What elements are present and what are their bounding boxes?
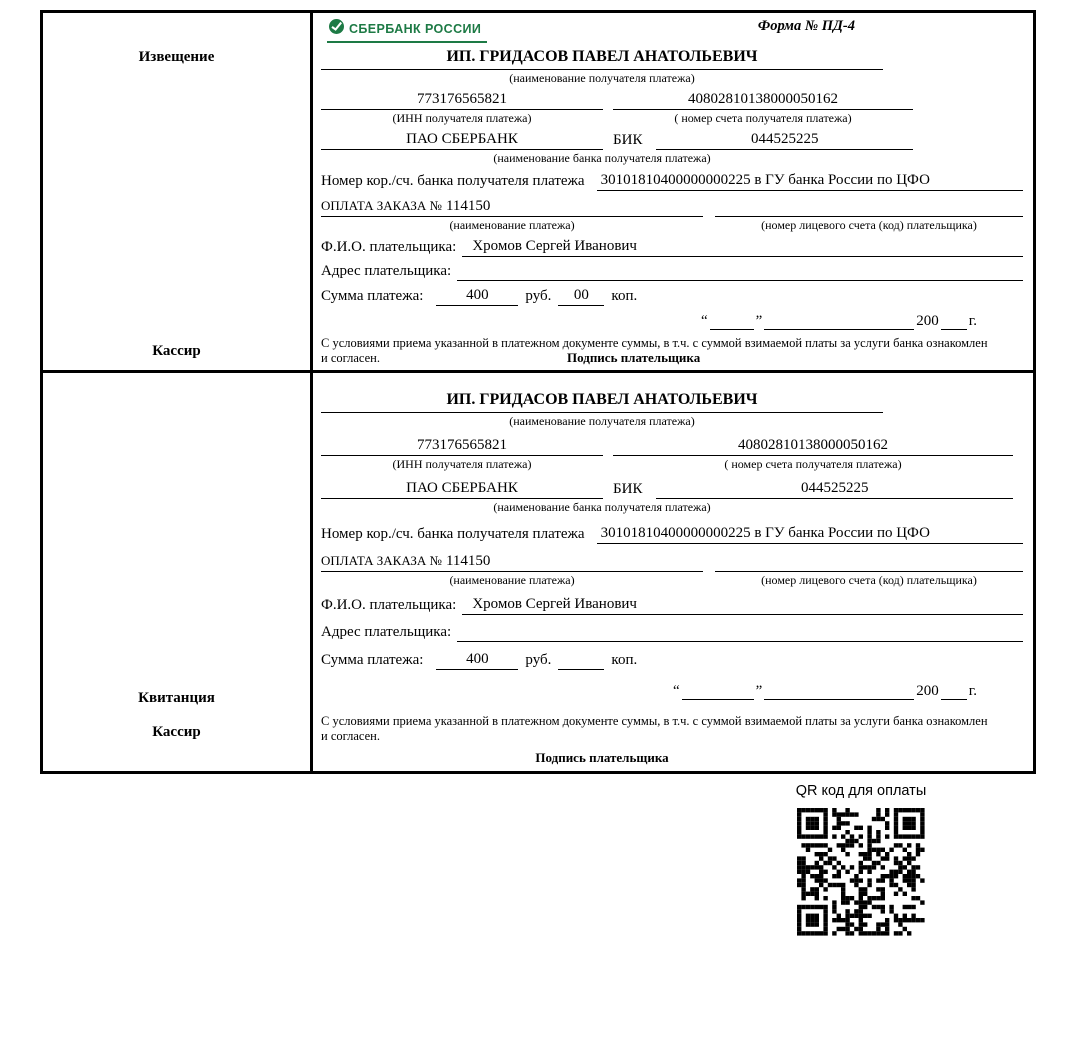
notice-bik-value: 044525225 [656, 130, 913, 150]
qr-label: QR код для оплаты [795, 783, 927, 799]
receipt-stub [43, 373, 313, 771]
notice-bank-col [321, 130, 603, 150]
receipt-year-suffix: г. [968, 683, 977, 699]
notice-stub [43, 13, 313, 370]
notice-bank-name: ПАО СБЕРБАНК [321, 130, 603, 150]
notice-bank-caption-block [321, 150, 883, 165]
notice-close-quote: ” [755, 313, 763, 329]
notice-payer-value: Хромов Сергей Иванович [462, 237, 1023, 257]
receipt-personal-caption: (номер лицевого счета (код) плательщика) [761, 573, 977, 587]
receipt-account-value: 40802810138000050162 [613, 436, 1013, 456]
notice-account-value: 40802810138000050162 [613, 90, 913, 110]
receipt-corr-label: Номер кор./сч. банка получателя платежа [321, 526, 585, 542]
qr-code [797, 808, 925, 936]
notice-bik-label: БИК [613, 132, 643, 148]
receipt-payer-label: Ф.И.О. плательщика: [321, 597, 457, 613]
receipt-account-col [613, 436, 1013, 471]
receipt-amount-kop [558, 651, 604, 670]
notice-purpose-captions [321, 217, 1023, 232]
notice-year-blank [941, 315, 967, 330]
notice-open-quote: “ [700, 313, 708, 329]
receipt-agreement-text: С условиями приема указанной в платежном документе суммы, в т.ч. с суммой взимаемой платы за услуги банка ознакомлен и согласен. [321, 714, 988, 743]
receipt-recipient-caption: (наименование получателя платежа) [509, 414, 695, 428]
notice-section [43, 13, 1033, 373]
receipt-recipient-block [321, 391, 883, 428]
receipt-payer-value: Хромов Сергей Иванович [462, 595, 1023, 615]
notice-kop-label: коп. [611, 288, 638, 304]
notice-address-row [321, 262, 1023, 281]
notice-payment-purpose [321, 196, 703, 217]
notice-agreement-text: С условиями приема указанной в платежном документе суммы, в т.ч. с суммой взимаемой платы за услуги банка ознакомлен и согласен. [321, 336, 988, 365]
notice-content [313, 13, 1033, 370]
notice-label: Извещение [138, 49, 215, 65]
notice-bank-row [321, 130, 1023, 150]
receipt-date-month-blank [764, 685, 914, 700]
notice-purpose-caption: (наименование платежа) [449, 218, 575, 232]
receipt-date-row [321, 682, 977, 700]
receipt-corr-value: 30101810400000000225 в ГУ банка России по ЦФО [597, 524, 1023, 544]
notice-recipient-name: ИП. ГРИДАСОВ ПАВЕЛ АНАТОЛЬЕВИЧ [321, 48, 883, 70]
receipt-bank-caption-block [321, 499, 883, 514]
receipt-label: Квитанция [138, 690, 215, 706]
receipt-cashier-label: Кассир [152, 724, 201, 740]
receipt-signature-label: Подпись плательщика [535, 750, 669, 765]
notice-date-day-blank [710, 315, 754, 330]
notice-bik-col [613, 130, 913, 150]
receipt-bank-name: ПАО СБЕРБАНК [321, 479, 603, 499]
receipt-address-row [321, 623, 1023, 642]
receipt-amount-row [321, 650, 1023, 670]
notice-signature-label: Подпись плательщика [567, 350, 701, 365]
receipt-purpose-captions [321, 572, 1023, 587]
receipt-payer-row [321, 595, 1023, 615]
notice-year-prefix: 200 [916, 313, 939, 329]
receipt-inn-value: 773176565821 [321, 436, 603, 456]
notice-corr-value: 30101810400000000225 в ГУ банка России по ЦФО [597, 171, 1023, 191]
notice-inn-col [321, 90, 603, 125]
notice-amount-kop: 00 [558, 286, 604, 306]
receipt-inn-col [321, 436, 603, 471]
notice-corr-label: Номер кор./сч. банка получателя платежа [321, 173, 585, 189]
notice-amount-label: Сумма платежа: [321, 288, 424, 304]
receipt-content [313, 373, 1033, 771]
receipt-kop-label: коп. [611, 652, 638, 668]
receipt-inn-account-row [321, 436, 1023, 471]
receipt-rub-label: руб. [525, 652, 552, 668]
receipt-purpose-prefix: ОПЛАТА ЗАКАЗА № [321, 553, 442, 568]
notice-personal-account-blank [715, 198, 1023, 217]
receipt-account-caption: ( номер счета получателя платежа) [724, 457, 902, 471]
receipt-personal-account-blank [715, 553, 1023, 572]
notice-recipient-block [321, 48, 883, 85]
sberbank-logo-text: СБЕРБАНК РОССИИ [349, 22, 482, 36]
receipt-address-value [457, 623, 1023, 642]
notice-recipient-caption: (наименование получателя платежа) [509, 71, 695, 85]
receipt-amount-label: Сумма платежа: [321, 652, 424, 668]
notice-payer-label: Ф.И.О. плательщика: [321, 239, 457, 255]
receipt-recipient-name: ИП. ГРИДАСОВ ПАВЕЛ АНАТОЛЬЕВИЧ [321, 391, 883, 413]
notice-account-col [613, 90, 913, 125]
receipt-corr-row [321, 524, 1023, 544]
notice-date-row [321, 312, 977, 330]
receipt-bank-caption: (наименование банка получателя платежа) [493, 500, 711, 514]
receipt-inn-caption: (ИНН получателя платежа) [392, 457, 532, 471]
sberbank-logo [327, 18, 487, 43]
receipt-purpose-caption: (наименование платежа) [449, 573, 575, 587]
notice-account-caption: ( номер счета получателя платежа) [674, 111, 852, 125]
notice-inn-caption: (ИНН получателя платежа) [392, 111, 532, 125]
notice-agreement-block [321, 336, 1023, 366]
receipt-agreement-block [321, 714, 1023, 766]
qr-section [724, 783, 998, 936]
form-number: Форма № ПД-4 [757, 18, 855, 34]
receipt-bik-col [613, 479, 1013, 499]
receipt-close-quote: ” [755, 683, 763, 699]
notice-header [321, 18, 1023, 48]
notice-corr-row [321, 171, 1023, 191]
notice-address-label: Адрес плательщика: [321, 263, 452, 279]
receipt-year-blank [941, 685, 967, 700]
notice-date-month-blank [764, 315, 914, 330]
sberbank-logo-icon [329, 19, 344, 39]
notice-amount-row [321, 286, 1023, 306]
notice-order-number: 114150 [445, 198, 491, 214]
notice-purpose-prefix: ОПЛАТА ЗАКАЗА № [321, 198, 442, 213]
notice-payer-row [321, 237, 1023, 257]
notice-personal-caption: (номер лицевого счета (код) плательщика) [761, 218, 977, 232]
notice-inn-value: 773176565821 [321, 90, 603, 110]
receipt-order-number: 114150 [445, 553, 491, 569]
notice-year-suffix: г. [968, 313, 977, 329]
receipt-open-quote: “ [672, 683, 680, 699]
receipt-payment-purpose [321, 551, 703, 572]
receipt-amount-rub: 400 [436, 650, 518, 670]
receipt-bik-value: 044525225 [656, 479, 1013, 499]
notice-bank-caption: (наименование банка получателя платежа) [493, 151, 711, 165]
receipt-purpose-row [321, 551, 1023, 572]
notice-inn-account-row [321, 90, 1023, 125]
notice-amount-rub: 400 [436, 286, 518, 306]
notice-address-value [457, 262, 1023, 281]
receipt-bank-row [321, 479, 1023, 499]
receipt-date-day-blank [682, 685, 754, 700]
notice-rub-label: руб. [525, 288, 552, 304]
receipt-section [43, 373, 1033, 771]
receipt-address-label: Адрес плательщика: [321, 624, 452, 640]
receipt-bank-col [321, 479, 603, 499]
notice-cashier-label: Кассир [152, 343, 201, 359]
receipt-bik-label: БИК [613, 481, 643, 497]
notice-purpose-row [321, 196, 1023, 217]
payment-form-pd4 [40, 10, 1036, 774]
receipt-year-prefix: 200 [916, 683, 939, 699]
